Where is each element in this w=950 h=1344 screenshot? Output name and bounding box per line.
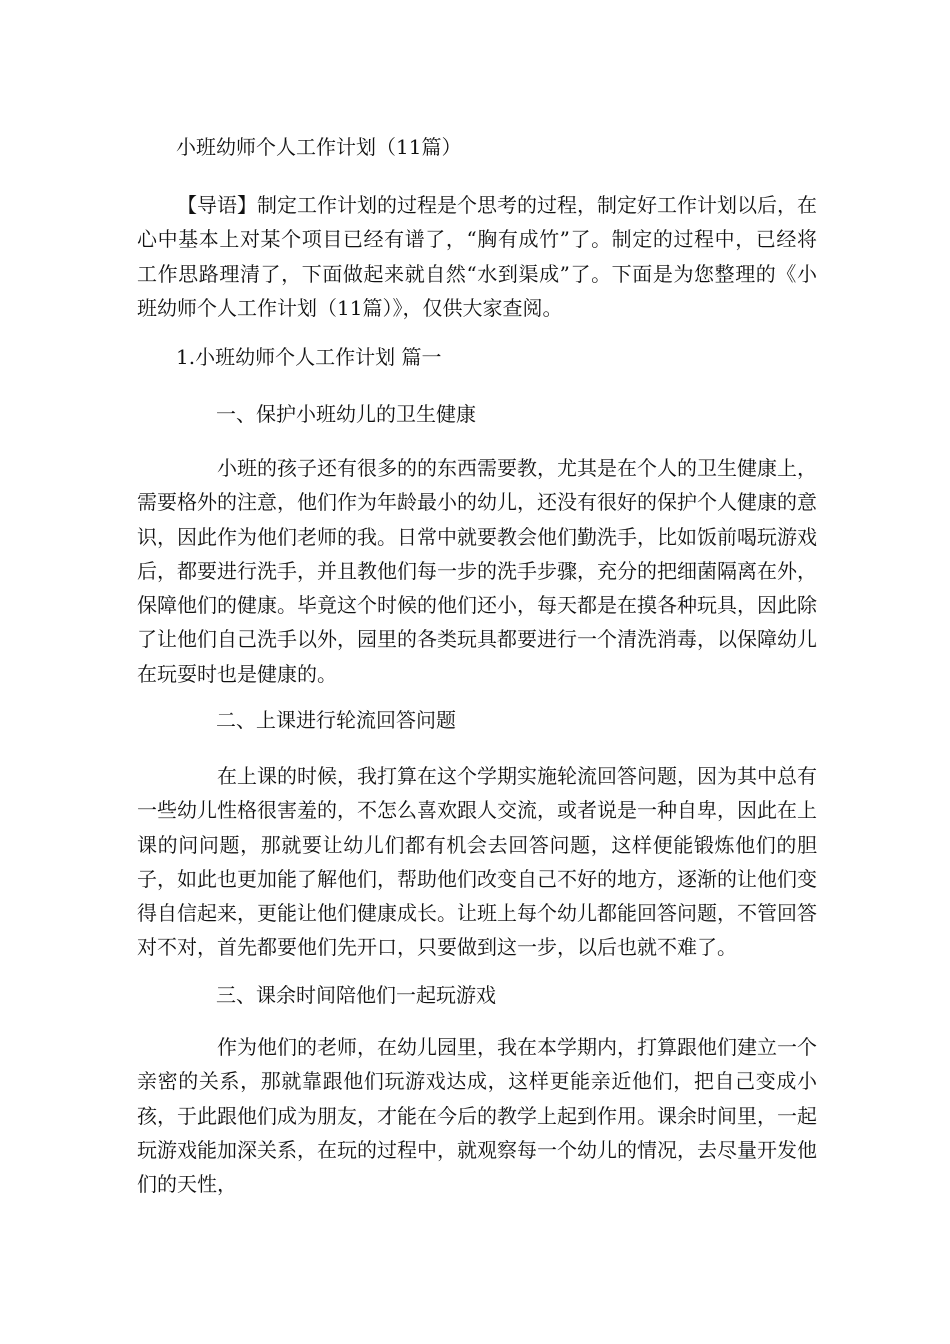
section-body: 在上课的时候，我打算在这个学期实施轮流回答问题，因为其中总有一些幼儿性格很害羞的，不怎么喜欢跟人交流，或者说是一种自卑，因此在上课的问问题，那就要让幼儿们都有机会去回答问题，这样便能锻炼他们的胆子，如此也更加能了解他们，帮助他们改变自己不好的地方，逐渐的让他们变得自信起来，更能让他们健康成长。让班上每个幼儿都能回答问题，不管回答对不对，首先都要他们先开口，只要做到这一步，以后也就不难了。 <box>137 764 817 960</box>
intro-paragraph: 【导语】制定工作计划的过程是个思考的过程，制定好工作计划以后，在心中基本上对某个项目已经有谱了，“胸有成竹”了。制定的过程中，已经将工作思路理清了，下面做起来就自然“水到渠成”了。下面是为您整理的《小班幼师个人工作计划（11篇）》，仅供大家查阅。 <box>137 193 817 320</box>
article-heading: 1.小班幼师个人工作计划 篇一 <box>176 345 442 369</box>
document-title: 小班幼师个人工作计划（11篇） <box>176 135 462 159</box>
section-heading: 一、保护小班幼儿的卫生健康 <box>216 402 476 426</box>
section-heading: 三、课余时间陪他们一起玩游戏 <box>216 983 496 1007</box>
section-body: 作为他们的老师，在幼儿园里，我在本学期内，打算跟他们建立一个亲密的关系，那就靠跟他们玩游戏达成，这样更能亲近他们，把自己变成小孩，于此跟他们成为朋友，才能在今后的教学上起到作用。课余时间里，一起玩游戏能加深关系，在玩的过程中，就观察每一个幼儿的情况，去尽量开发他们的天性， <box>137 1035 817 1197</box>
section-heading: 二、上课进行轮流回答问题 <box>216 708 456 732</box>
section-body: 小班的孩子还有很多的的东西需要教，尤其是在个人的卫生健康上，需要格外的注意，他们作为年龄最小的幼儿，还没有很好的保护个人健康的意识，因此作为他们老师的我。日常中就要教会他们勤洗手，比如饭前喝玩游戏后，都要进行洗手，并且教他们每一步的洗手步骤，充分的把细菌隔离在外，保障他们的健康。毕竟这个时候的他们还小，每天都是在摸各种玩具，因此除了让他们自己洗手以外，园里的各类玩具都要进行一个清洗消毒，以保障幼儿在玩耍时也是健康的。 <box>137 456 817 686</box>
